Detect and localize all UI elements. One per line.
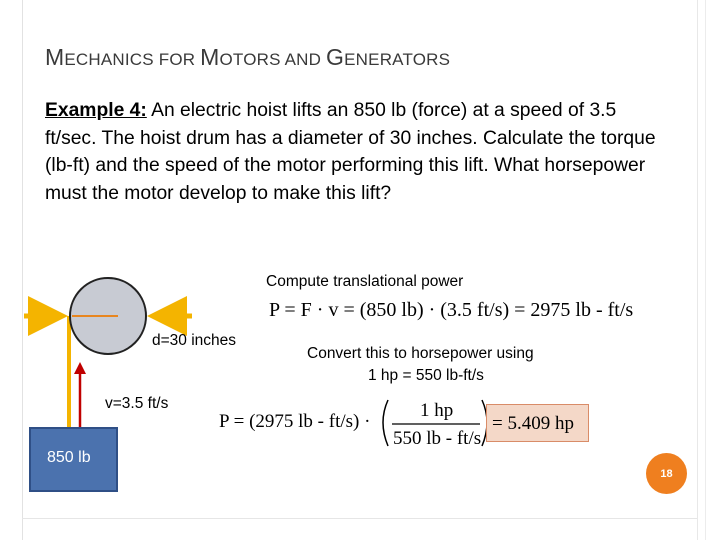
compute-label: Compute translational power: [266, 273, 464, 290]
fraction-numerator: 1 hp: [420, 400, 454, 421]
weight-label: 850 lb: [47, 449, 91, 466]
page-number-badge: 18: [646, 453, 687, 494]
horsepower-result: = 5.409 hp: [492, 413, 574, 434]
fraction-denominator: 550 lb - ft/s: [393, 428, 482, 449]
horsepower-equation-left: P = (2975 lb - ft/s) ·: [219, 411, 371, 432]
problem-text: An electric hoist lifts an 850 lb (force) at a speed of 3.5 ft/sec. The hoist drum has a diameter of 30 inches. Calculate the torque (lb-ft) and the speed of the motor performing this lift. What horsepower must the motor develop to make this lift?: [45, 100, 656, 204]
slide-title: MECHANICS FOR MOTORS AND GENERATORS: [45, 44, 451, 70]
example-label: Example 4:: [45, 100, 147, 121]
velocity-label: v=3.5 ft/s: [105, 395, 169, 412]
velocity-arrowhead: [74, 362, 86, 374]
convert-label-line2: 1 hp = 550 lb-ft/s: [368, 367, 484, 384]
fraction-left-paren: [383, 400, 388, 446]
diameter-label: d=30 inches: [152, 332, 237, 349]
translational-power-equation: P = F · v = (850 lb) · (3.5 ft/s) = 2975 lb - ft/s: [269, 299, 634, 321]
convert-label-line1: Convert this to horsepower using: [307, 345, 534, 362]
